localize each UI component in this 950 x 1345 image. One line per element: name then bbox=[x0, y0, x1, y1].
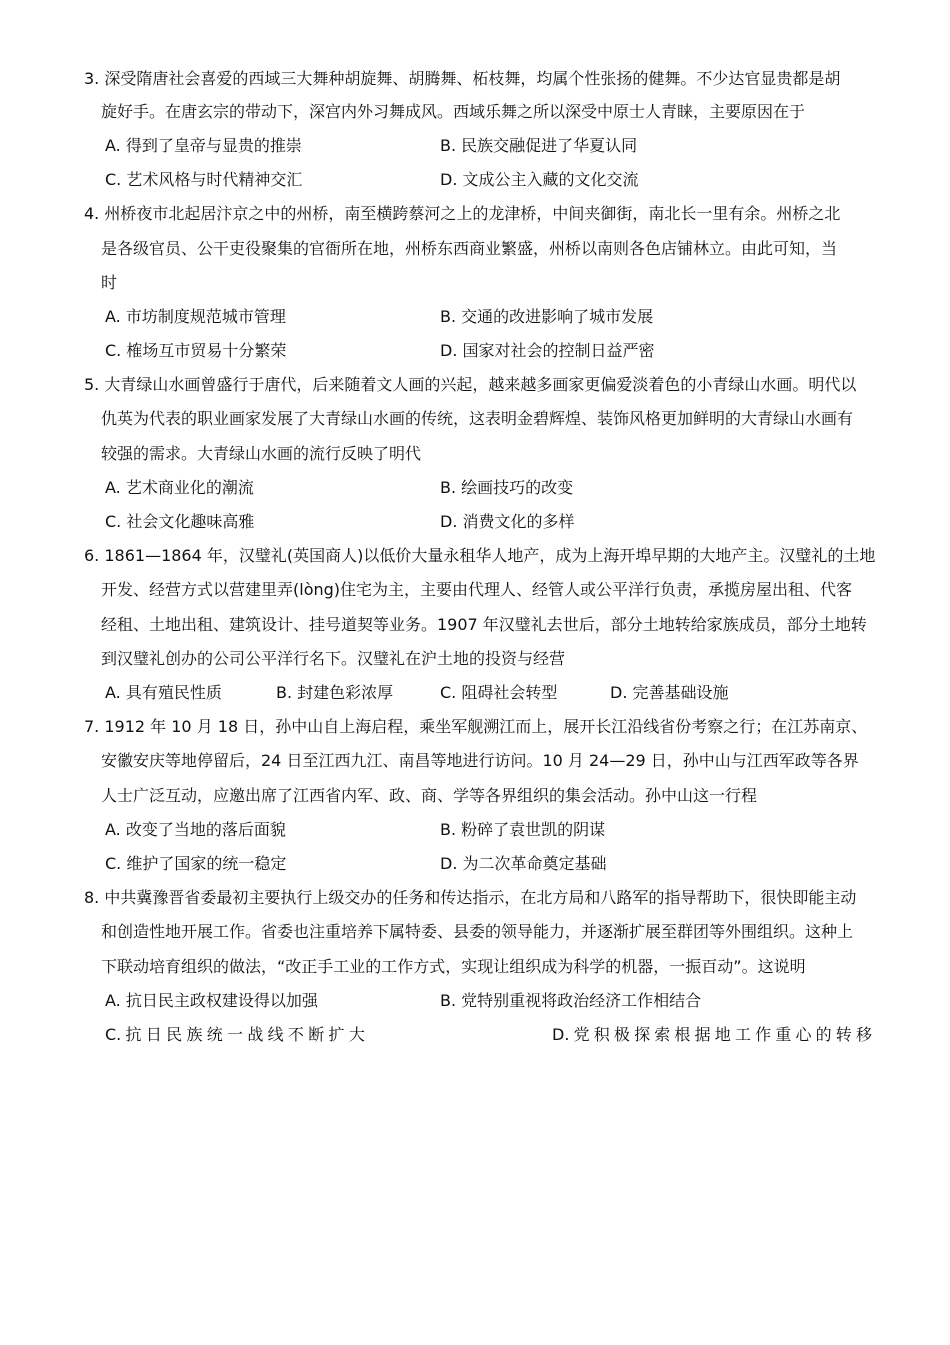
q5-stem-line-1: 5. 大青绿山水画曾盛行于唐代，后来随着文人画的兴起，越来越多画家更偏爱淡着色的小青绿山水画。明代以 bbox=[84, 375, 857, 394]
q6-option-d: D. 完善基础设施 bbox=[610, 683, 729, 702]
q4-option-d: D. 国家对社会的控制日益严密 bbox=[440, 341, 655, 360]
q8-option-d-char: 党 bbox=[573, 1025, 590, 1044]
q8-option-c-char: 民 bbox=[166, 1025, 183, 1044]
q5-option-d: D. 消费文化的多样 bbox=[440, 512, 575, 531]
q8-option-a: A. 抗日民主政权建设得以加强 bbox=[105, 991, 318, 1010]
q5-option-a: A. 艺术商业化的潮流 bbox=[105, 478, 254, 497]
q8-option-d-char: 移 bbox=[855, 1025, 872, 1044]
q8-stem-line-3: 下联动培育组织的做法，“改正手工业的工作方式，实现让组织成为科学的机器，一振百动”。这说明 bbox=[101, 957, 806, 976]
q8-stem-line-2: 和创造性地开展工作。省委也注重培养下属特委、县委的领导能力，并逐渐扩展至群团等外围组织。这种上 bbox=[101, 922, 854, 941]
q8-option-c-char: 战 bbox=[247, 1025, 264, 1044]
q8-option-d-char: 的 bbox=[815, 1025, 832, 1044]
q4-stem-line-1: 4. 州桥夜市北起居汴京之中的州桥，南至横跨蔡河之上的龙津桥，中间夹御街，南北长一里有余。州桥之北 bbox=[84, 204, 841, 223]
q8-option-c-char: 一 bbox=[227, 1025, 244, 1044]
q4-stem-line-3: 时 bbox=[101, 273, 118, 292]
q6-stem-line-1: 6. 1861—1864 年，汉璧礼(英国商人)以低价大量永租华人地产，成为上海开埠早期的大地产主。汉璧礼的土地 bbox=[84, 546, 876, 565]
q8-option-d-char: D. bbox=[552, 1025, 570, 1044]
q3-stem-line-2: 旋好手。在唐玄宗的带动下，深宫内外习舞成风。西域乐舞之所以深受中原士人青睐，主要原因在于 bbox=[101, 102, 806, 121]
q6-option-c: C. 阻碍社会转型 bbox=[440, 683, 558, 702]
q5-option-c: C. 社会文化趣味高雅 bbox=[105, 512, 255, 531]
q8-option-d-char: 作 bbox=[755, 1025, 772, 1044]
q7-stem-line-3: 人士广泛互动，应邀出席了江西省内军、政、商、学等各界组织的集会活动。孙中山这一行程 bbox=[101, 786, 758, 805]
q7-option-d: D. 为二次革命奠定基础 bbox=[440, 854, 607, 873]
q7-stem-line-1: 7. 1912 年 10 月 18 日，孙中山自上海启程，乘坐军舰溯江而上，展开长江沿线省份考察之行；在江苏南京、 bbox=[84, 717, 868, 736]
q8-option-c-char: 大 bbox=[348, 1025, 365, 1044]
q8-option-c-char: 族 bbox=[186, 1025, 203, 1044]
q3-option-a: A. 得到了皇帝与显贵的推崇 bbox=[105, 136, 302, 155]
q8-option-d-char: 根 bbox=[674, 1025, 691, 1044]
q8-option-c-char: 扩 bbox=[328, 1025, 345, 1044]
q8-option-d-char: 地 bbox=[714, 1025, 731, 1044]
q8-option-d-char: 探 bbox=[634, 1025, 651, 1044]
q6-stem-line-3: 经租、土地出租、建筑设计、挂号道契等业务。1907 年汉璧礼去世后，部分土地转给家族成员，部分土地转 bbox=[101, 615, 867, 634]
q8-option-c-char: 抗 bbox=[125, 1025, 142, 1044]
q7-stem-line-2: 安徽安庆等地停留后，24 日至江西九江、南昌等地进行访问。10 月 24—29 日，孙中山与江西军政等各界 bbox=[101, 751, 859, 770]
q8-option-c-char: 不 bbox=[287, 1025, 304, 1044]
q4-option-b: B. 交通的改进影响了城市发展 bbox=[440, 307, 654, 326]
q3-option-b: B. 民族交融促进了华夏认同 bbox=[440, 136, 638, 155]
q8-option-d bbox=[552, 1024, 872, 1046]
q6-option-b: B. 封建色彩浓厚 bbox=[276, 683, 394, 702]
q3-stem-line-1: 3. 深受隋唐社会喜爱的西域三大舞种胡旋舞、胡腾舞、柘枝舞，均属个性张扬的健舞。不少达官显贵都是胡 bbox=[84, 69, 841, 88]
q4-option-c: C. 榷场互市贸易十分繁荣 bbox=[105, 341, 287, 360]
q3-option-d: D. 文成公主入藏的文化交流 bbox=[440, 170, 639, 189]
q8-stem-line-1: 8. 中共冀豫晋省委最初主要执行上级交办的任务和传达指示，在北方局和八路军的指导帮助下，很快即能主动 bbox=[84, 888, 857, 907]
q6-option-a: A. 具有殖民性质 bbox=[105, 683, 222, 702]
q4-option-a: A. 市坊制度规范城市管理 bbox=[105, 307, 286, 326]
q8-option-c-char: 断 bbox=[308, 1025, 325, 1044]
q8-option-c bbox=[105, 1024, 365, 1046]
q7-option-c: C. 维护了国家的统一稳定 bbox=[105, 854, 287, 873]
q5-stem-line-2: 仇英为代表的职业画家发展了大青绿山水画的传统，这表明金碧辉煌、装饰风格更加鲜明的大青绿山水画有 bbox=[101, 409, 854, 428]
q8-option-b: B. 党特别重视将政治经济工作相结合 bbox=[440, 991, 702, 1010]
q8-option-c-char: 日 bbox=[145, 1025, 162, 1044]
q8-option-d-char: 重 bbox=[775, 1025, 792, 1044]
q8-option-c-char: C. bbox=[105, 1025, 122, 1044]
q6-stem-line-4: 到汉璧礼创办的公司公平洋行名下。汉璧礼在沪土地的投资与经营 bbox=[101, 649, 566, 668]
q4-stem-line-2: 是各级官员、公干吏役聚集的官衙所在地，州桥东西商业繁盛，州桥以南则各色店铺林立。由此可知，当 bbox=[101, 239, 838, 258]
q8-option-d-char: 据 bbox=[694, 1025, 711, 1044]
q8-option-c-char: 统 bbox=[206, 1025, 223, 1044]
q6-stem-line-2: 开发、经营方式以营建里弄(lòng)住宅为主，主要由代理人、经管人或公平洋行负责，承揽房屋出租、代客 bbox=[101, 580, 853, 599]
q3-option-c: C. 艺术风格与时代精神交汇 bbox=[105, 170, 303, 189]
q5-stem-line-3: 较强的需求。大青绿山水画的流行反映了明代 bbox=[101, 444, 422, 463]
q8-option-d-char: 积 bbox=[593, 1025, 610, 1044]
q8-option-d-char: 索 bbox=[654, 1025, 671, 1044]
q8-option-d-char: 工 bbox=[734, 1025, 751, 1044]
q8-option-d-char: 转 bbox=[835, 1025, 852, 1044]
q5-option-b: B. 绘画技巧的改变 bbox=[440, 478, 574, 497]
q7-option-a: A. 改变了当地的落后面貌 bbox=[105, 820, 286, 839]
q8-option-d-char: 心 bbox=[795, 1025, 812, 1044]
q8-option-d-char: 极 bbox=[613, 1025, 630, 1044]
q7-option-b: B. 粉碎了袁世凯的阴谋 bbox=[440, 820, 606, 839]
q8-option-c-char: 线 bbox=[267, 1025, 284, 1044]
